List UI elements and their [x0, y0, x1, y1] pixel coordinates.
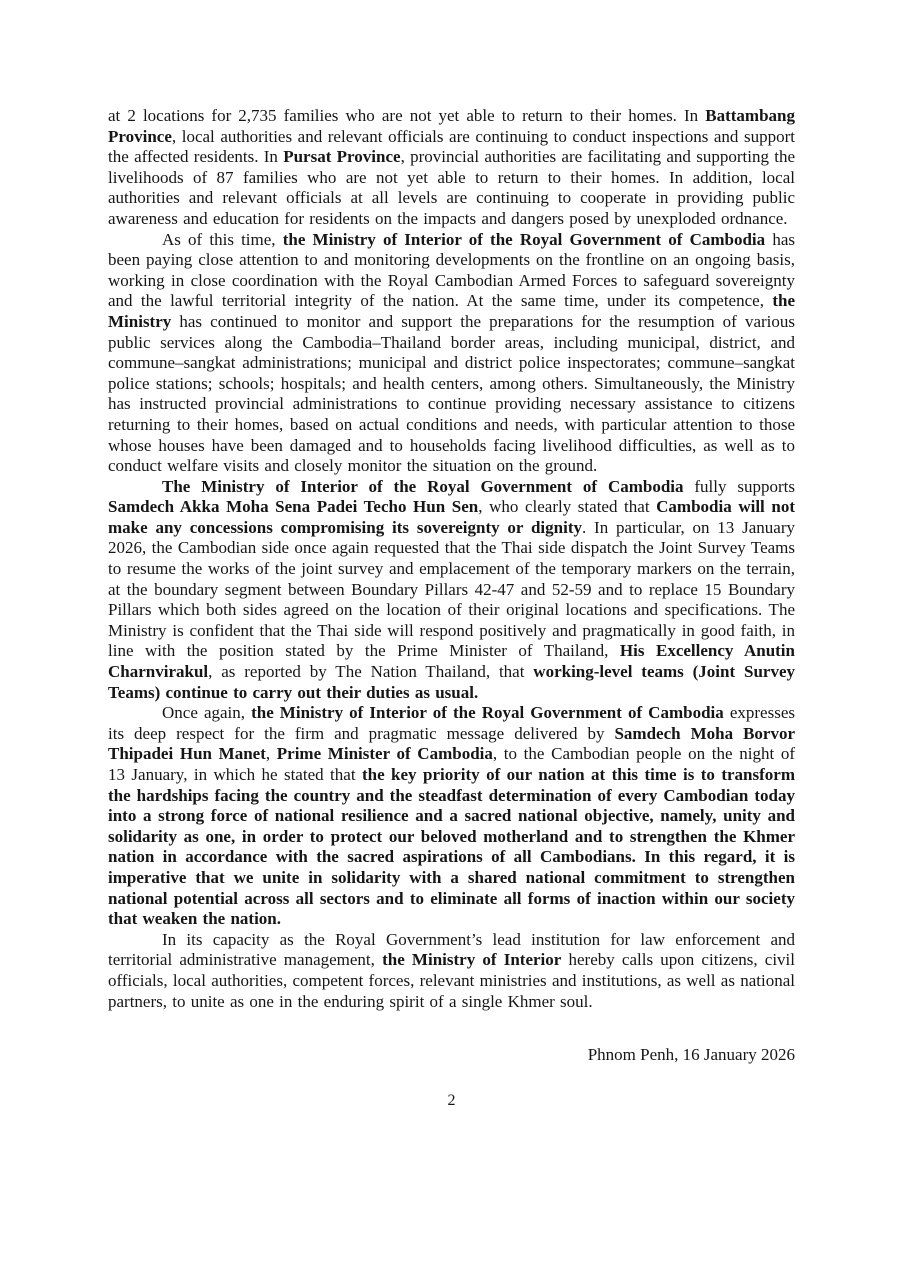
paragraph: [108, 230, 795, 477]
text-run: ,: [265, 744, 277, 764]
bold-text-run: The Ministry of Interior of the Royal Government of Cambodia: [162, 476, 684, 496]
text-run: . In particular, on 13 January 2026, the Cambodian side once again requested that the Thai side dispatch the Joint Survey Teams to resume the works of the joint survey and emplacement of the temporary markers on the terrain, at the boundary segment between Boundary Pillars 42-47 and 52-59 and to replace 15 Boundary Pillars which both sides agreed on the location of their original locations and specifications. The Ministry is confident that the Thai side will respond positively and pragmatically in good faith, in line with the position stated by the Prime Minister of Thailand,: [108, 517, 795, 661]
bold-text-run: the key priority of our nation at this time is to transform the hardships facing the country and the steadfast determination of every Cambodian today into a strong force of national resilience and a sacred national objective, namely, unity and solidarity as one, in order to protect our beloved motherland and to strengthen the Khmer nation in accordance with the sacred aspirations of all Cambodians. In this regard, it is imperative that we unite in solidarity with a shared national commitment to strengthen national potential across all sectors and to eliminate all forms of inaction within our society that weaken the nation.: [108, 765, 795, 929]
text-run: , as reported by The Nation Thailand, that: [208, 662, 534, 682]
text-run: fully supports: [683, 476, 795, 496]
paragraph: [108, 703, 795, 930]
text-run: As of this time,: [162, 229, 283, 249]
text-run: , local authorities and relevant officials are continuing to conduct inspections and support the affected residents. In: [108, 126, 795, 167]
text-run: at 2 locations for 2,735 families who are not yet able to return to their homes. In: [108, 106, 706, 125]
dateline: Phnom Penh, 16 January 2026: [587, 1045, 795, 1065]
text-run: , provincial authorities are facilitating and supporting the livelihoods of 87 families who are not yet able to return to their homes. In addition, local authorities and relevant officials at all levels are continuing to cooperate in providing public awareness and education for residents on the impacts and dangers posed by unexploded ordnance.: [108, 147, 796, 228]
paragraph: [108, 477, 795, 704]
text-run: expresses its deep respect for the firm and pragmatic message delivered by: [108, 703, 795, 743]
text-run: , who clearly stated that: [478, 497, 657, 517]
text-run: In its capacity as the Royal Government’s lead institution for law enforcement and territorial administrative management,: [108, 929, 795, 970]
bold-text-run: Samdech Moha Borvor Thipadei Hun Manet: [108, 723, 796, 764]
bold-text-run: Prime Minister of Cambodia: [276, 744, 493, 764]
bold-text-run: Samdech Akka Moha Sena Padei Techo Hun Sen: [108, 497, 479, 517]
page-number: 2: [447, 1091, 456, 1109]
bold-text-run: the Ministry of Interior of the Royal Government of Cambodia: [282, 229, 766, 249]
paragraph: [108, 930, 795, 1012]
bold-text-run: Pursat Province: [283, 147, 401, 167]
text-run: has been paying close attention to and monitoring developments on the frontline on an ongoing basis, working in close coordination with the Royal Cambodian Armed Forces to safeguard sovereignty and the lawful territorial integrity of the nation. At the same time, under its competence,: [108, 229, 795, 311]
bold-text-run: the Ministry of Interior: [382, 950, 562, 970]
bold-text-run: Battambang Province: [108, 106, 795, 146]
text-run: hereby calls upon citizens, civil officials, local authorities, competent forces, relevant ministries and institutions, as well as national partners, to unite as one in the enduring spirit of a single Khmer soul.: [108, 950, 795, 1011]
paragraph: [108, 106, 795, 230]
bold-text-run: the Ministry: [108, 291, 795, 331]
bold-text-run: His Excellency Anutin Charnvirakul: [108, 641, 795, 682]
document-body: [108, 106, 795, 1012]
text-run: has continued to monitor and support the preparations for the resumption of various public services along the Cambodia–Thailand border areas, including municipal, district, and commune–sangkat administrations; municipal and district police inspectorates; commune–sangkat police stations; schools; hospitals; and health centers, among others. Simultaneously, the Ministry has instructed provincial administrations to continue providing necessary assistance to citizens returning to their homes, based on actual conditions and needs, with particular attention to those whose houses have been damaged and to households facing livelihood difficulties, as well as to conduct welfare visits and closely monitor the situation on the ground.: [108, 311, 795, 476]
text-run: Once again,: [162, 703, 252, 723]
bold-text-run: working-level teams (Joint Survey Teams) continue to carry out their duties as usual.: [108, 662, 796, 702]
bold-text-run: the Ministry of Interior of the Royal Government of Cambodia: [251, 703, 724, 723]
bold-text-run: Cambodia will not make any concessions compromising its sovereignty or dignity: [108, 497, 795, 537]
text-run: , to the Cambodian people on the night of 13 January, in which he stated that: [108, 744, 795, 784]
